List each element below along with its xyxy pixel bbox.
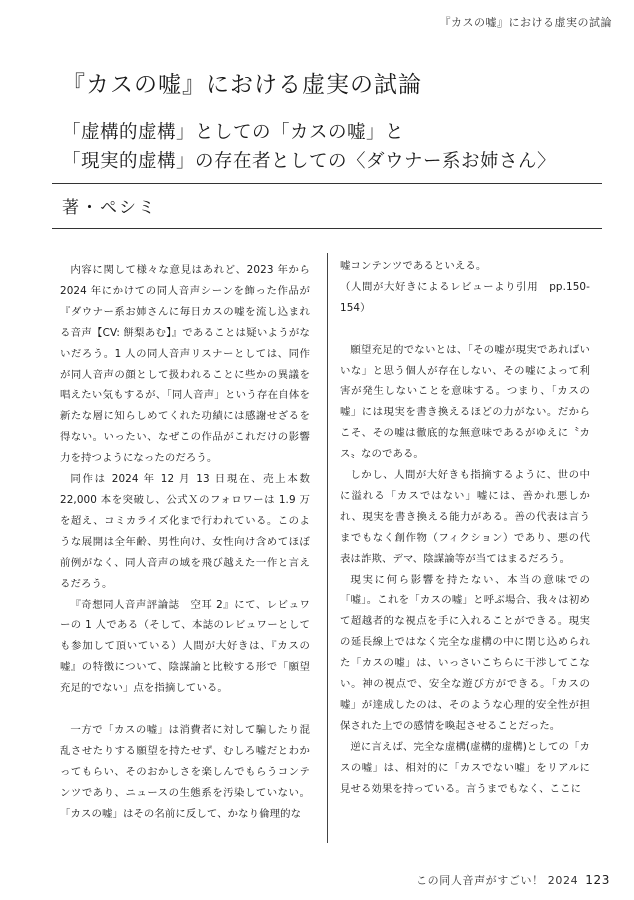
article-title: 『カスの嘘』における虚実の試論 [62, 72, 422, 98]
footer-publication: この同人音声がすごい！ 2024 [416, 874, 579, 887]
title-rule-bottom [52, 228, 602, 229]
column-divider [327, 253, 328, 843]
paragraph: 内容に関して様々な意見はあれど、2023 年から 2024 年にかけての同人音声シーンを飾った作品が『ダウナー系お姉さんに毎日カスの嘘を流し込まれる音声【CV: 餅梨あむ】』であることは疑いようがないだろう。1 人の同人音声リスナーとしては、同作が同人音声の顔として扱われることに些かの異議を唱えたい気もするが、「同人音声」という存在自体を新たな層に知らしめてくれた功績には感謝せざるを得ない。いったい、なぜこの作品がこれだけの影響力を持つようになったのだろう。 [60, 264, 310, 465]
title-rule-top [52, 183, 602, 184]
paragraph: 現実に何ら影響を持たない、本当の意味での「嘘」。これを「カスの嘘」と呼ぶ場合、我々は初めて超越者的な視点を手に入れることができる。現実の延長線上ではなく完全な虚構の中に閉じ込められた「カスの嘘」は、いっさいこちらに干渉してこない。神の視点で、安全な遊び方ができる。「カスの嘘」が達成したのは、そのような心理的安全性が担保された上での感情を喚起させることだった。 [340, 573, 590, 732]
paragraph: 同作は 2024 年 12 月 13 日現在、売上本数 22,000 本を突破し、公式Ｘのフォロワーは 1.9 万を超え、コミカライズ化まで行われている。このような展開は全年齢、男性向け、女性向け含めてほぼ前例がなく、同人音声の域を飛び越えた一作と言えるだろう。 [60, 473, 310, 590]
paragraph: 一方で「カスの嘘」は消費者に対して騙したり混乱させたりする願望を持たせず、むしろ嘘だとわかってもらい、そのおかしさを楽しんでもらうコンテンツであり、ニュースの生態系を汚染していない。「カスの嘘」はその名前に反して、かなり倫理的な [60, 723, 310, 820]
page-number: 123 [585, 873, 610, 887]
body-column-right [340, 256, 590, 800]
paragraph-gap [60, 699, 310, 720]
author-byline: 著・ペシミ [62, 198, 157, 218]
running-head: 『カスの嘘』における虚実の試論 [439, 16, 612, 29]
page-footer [416, 872, 610, 888]
quote-continuation: 嘘コンテンツであるといえる。 [340, 260, 487, 272]
paragraph: 逆に言えば、完全な虚構(虚構的虚構)としての「カスの嘘」は、相対的に「カスでない嘘」をリアルに見せる効果を持っている。言うまでもなく、ここに [340, 740, 590, 795]
paragraph-gap [340, 319, 590, 340]
article-subtitle [62, 118, 602, 176]
subtitle-line-2: 「現実的虚構」の存在者としての〈ダウナー系お姉さん〉 [62, 151, 557, 172]
paragraph: 願望充足的でないとは、「その嘘が現実であればいいな」と思う個人が存在しない、その嘘によって利害が発生しないことを意味する。つまり、「カスの嘘」には現実を書き換えるほどの力がない。だからこそ、その嘘は徹底的な無意味であるがゆえに〝カス〟なのである。 [340, 343, 590, 461]
subtitle-line-1: 「虚構的虚構」としての「カスの嘘」と [62, 122, 405, 143]
paragraph: 『奇想同人音声評論誌 空耳 2』にて、レビュワーの 1 人である（そして、本誌のレビュワーとしても参加して頂いている）人間が大好きは、『カスの嘘』の特徴について、陰謀論と比較する形で「願望充足的でない」点を指摘している。 [60, 598, 310, 695]
body-column-left [60, 260, 310, 824]
quote-citation: （人間が大好きによるレビューより引用 pp.150-154） [340, 280, 590, 314]
paragraph: しかし、人間が大好きも指摘するように、世の中に溢れる「カスではない」嘘には、善かれ悪しかれ、現実を書き換える能力がある。善の代表は言うまでもなく創作物（フィクション）であり、悪の代表は詐欺、デマ、陰謀論等が当てはまるだろう。 [340, 469, 590, 565]
